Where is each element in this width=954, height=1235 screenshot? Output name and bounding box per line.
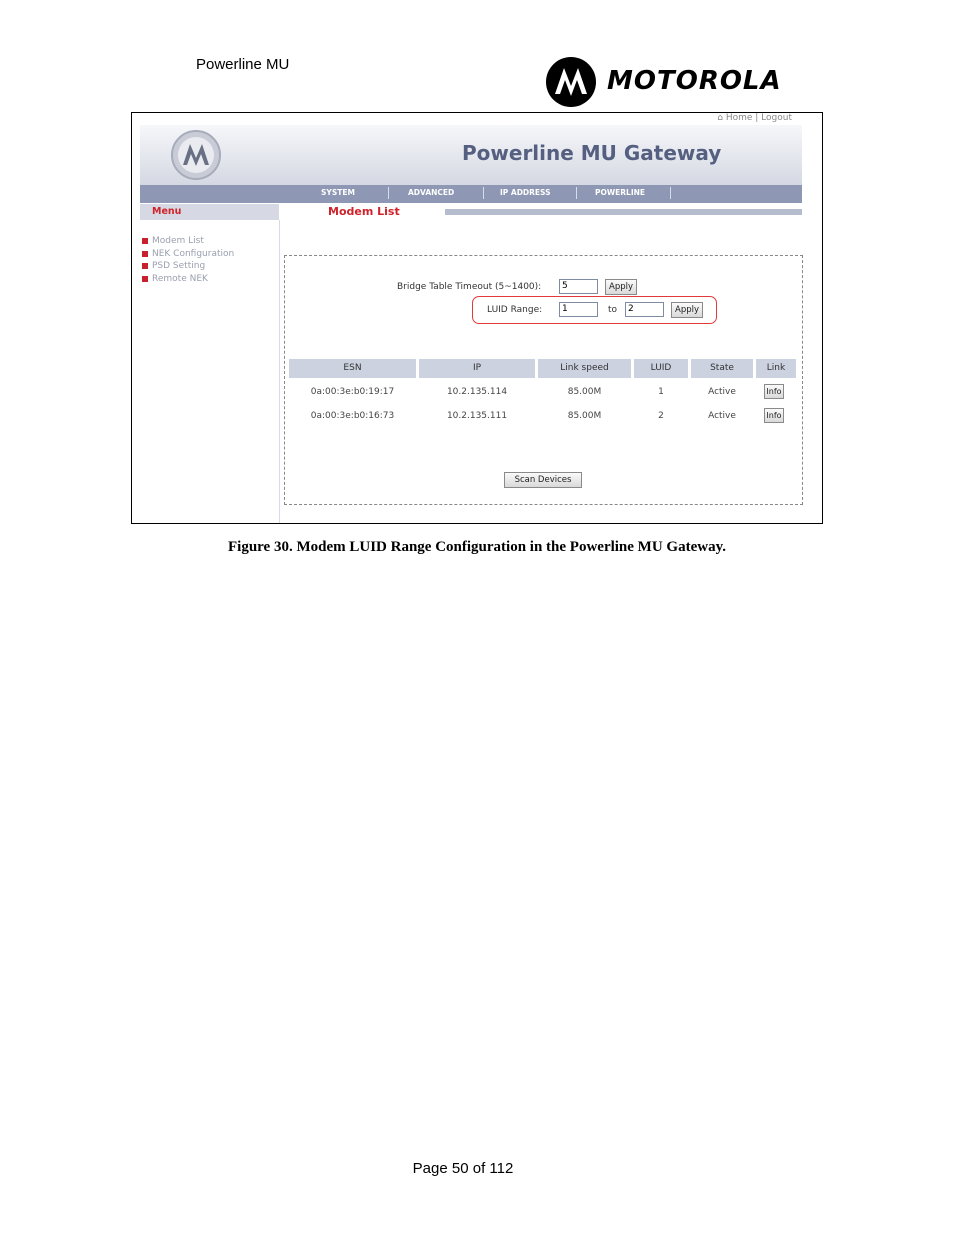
bridge-timeout-input[interactable]: 5 xyxy=(559,279,598,294)
bullet-icon xyxy=(142,276,148,282)
sidebar-item-nek-configuration[interactable] xyxy=(142,249,234,259)
motorola-emblem-icon xyxy=(545,56,597,108)
info-button[interactable]: Info xyxy=(764,408,784,423)
figure-caption: Figure 30. Modem LUID Range Configuration in the Powerline MU Gateway. xyxy=(227,539,727,555)
column-luid: LUID xyxy=(634,359,688,378)
bullet-icon xyxy=(142,263,148,269)
sidebar xyxy=(140,220,280,523)
cell-state: Active xyxy=(708,387,736,397)
cell-link-speed: 85.00M xyxy=(567,411,602,421)
menu-label: Menu xyxy=(152,206,182,217)
cell-ip: 10.2.135.111 xyxy=(446,411,508,421)
nav-advanced[interactable]: ADVANCED xyxy=(408,188,455,197)
column-link: Link xyxy=(756,359,796,378)
luid-range-label: LUID Range: xyxy=(487,305,543,315)
nav-powerline[interactable]: POWERLINE xyxy=(595,188,646,197)
luid-to-label: to xyxy=(608,305,618,315)
nav-system[interactable]: SYSTEM xyxy=(321,188,355,197)
sidebar-item-label: NEK Configuration xyxy=(152,249,235,259)
bridge-timeout-apply-button[interactable]: Apply xyxy=(605,279,637,295)
nav-separator xyxy=(670,187,671,199)
cell-link-speed: 85.00M xyxy=(567,387,602,397)
app-banner xyxy=(140,125,802,185)
column-state: State xyxy=(691,359,753,378)
bullet-icon xyxy=(142,251,148,257)
top-nav xyxy=(140,185,802,203)
sidebar-item-label: Modem List xyxy=(152,236,204,246)
luid-range-apply-button[interactable]: Apply xyxy=(671,302,703,318)
info-button[interactable]: Info xyxy=(764,384,784,399)
nav-separator xyxy=(576,187,577,199)
sidebar-item-label: PSD Setting xyxy=(152,261,206,271)
sidebar-item-psd-setting[interactable] xyxy=(142,261,205,271)
sidebar-item-remote-nek[interactable] xyxy=(142,274,208,284)
nav-ip-address[interactable]: IP ADDRESS xyxy=(500,188,551,197)
motorola-banner-icon xyxy=(170,129,222,181)
luid-to-input[interactable]: 2 xyxy=(625,302,664,317)
sidebar-item-label: Remote NEK xyxy=(152,274,208,284)
top-links[interactable]: ⌂ Home | Logout xyxy=(717,113,792,123)
nav-separator xyxy=(388,187,389,199)
luid-from-input[interactable]: 1 xyxy=(559,302,598,317)
app-title: Powerline MU Gateway xyxy=(462,141,722,165)
column-esn: ESN xyxy=(289,359,416,378)
bullet-icon xyxy=(142,238,148,244)
settings-panel xyxy=(284,255,803,505)
title-divider xyxy=(445,209,802,215)
bridge-timeout-label: Bridge Table Timeout (5~1400): xyxy=(397,282,542,292)
page-number: Page 50 of 112 xyxy=(412,1160,514,1177)
column-ip: IP xyxy=(419,359,535,378)
scan-devices-button[interactable]: Scan Devices xyxy=(504,472,582,488)
brand-wordmark: MOTOROLA xyxy=(607,66,782,96)
screenshot-frame xyxy=(131,112,823,524)
nav-separator xyxy=(483,187,484,199)
column-link-speed: Link speed xyxy=(538,359,631,378)
cell-ip: 10.2.135.114 xyxy=(446,387,508,397)
cell-luid: 2 xyxy=(658,411,664,421)
cell-esn: 0a:00:3e:b0:16:73 xyxy=(310,411,395,421)
sidebar-item-modem-list[interactable] xyxy=(142,236,204,246)
motorola-logo xyxy=(545,56,815,108)
table-header xyxy=(289,359,796,378)
menu-header xyxy=(140,204,279,220)
page-title: Modem List xyxy=(328,205,400,218)
cell-luid: 1 xyxy=(658,387,664,397)
cell-esn: 0a:00:3e:b0:19:17 xyxy=(310,387,395,397)
cell-state: Active xyxy=(708,411,736,421)
document-header: Powerline MU xyxy=(196,56,290,73)
